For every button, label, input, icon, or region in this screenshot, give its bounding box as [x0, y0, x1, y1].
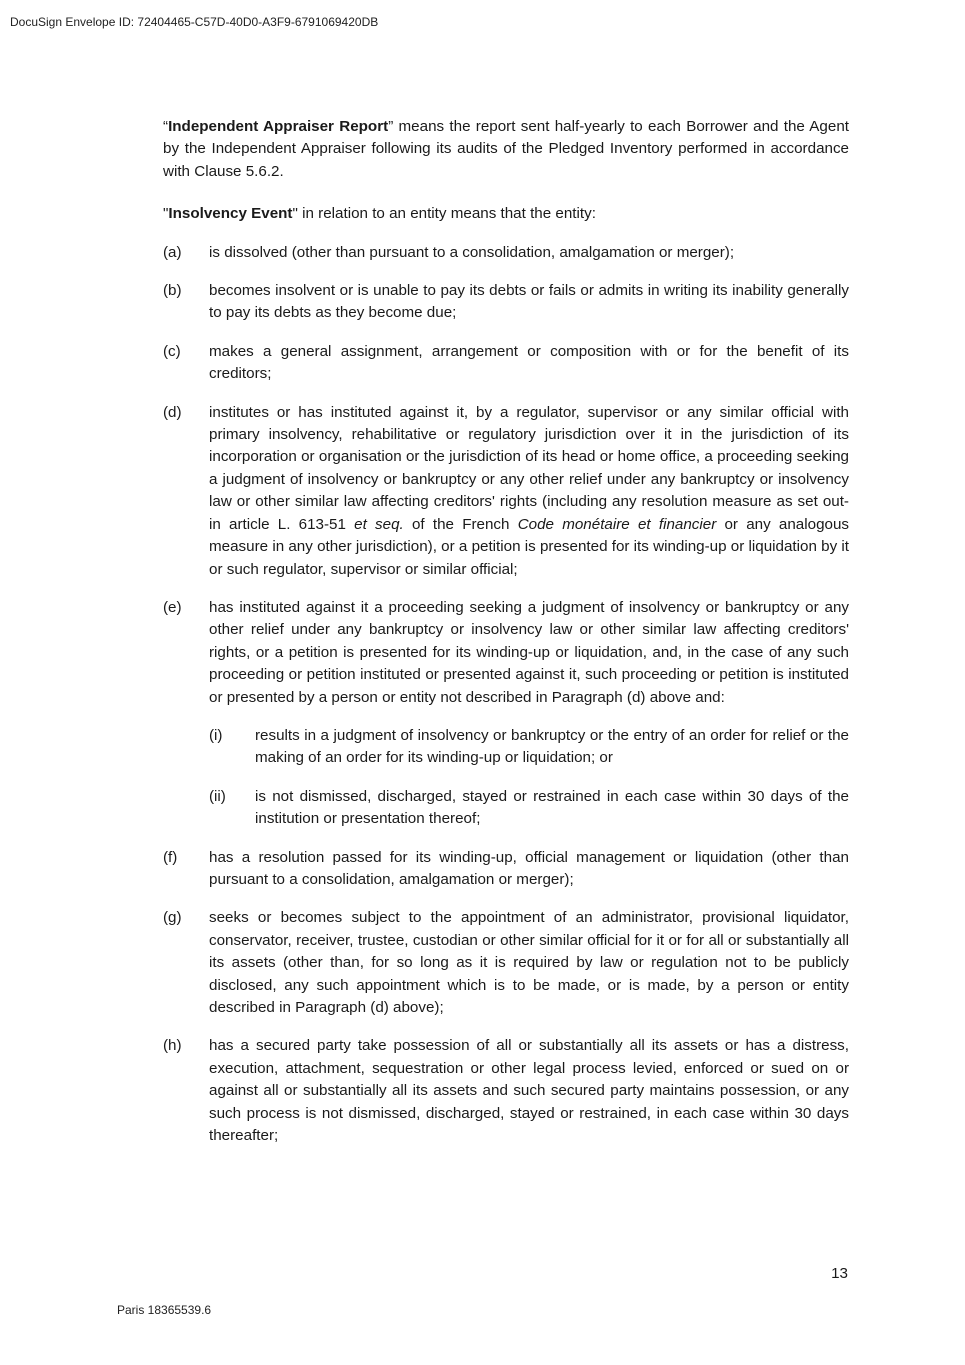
paragraph-e — [163, 597, 849, 709]
paragraph-g — [163, 907, 849, 1019]
paragraph-label: (h) — [163, 1037, 182, 1055]
page-number: 13 — [831, 1265, 848, 1282]
definition-insolvency-event: "Insolvency Event" in relation to an entity means that the entity: — [163, 205, 596, 223]
paragraph-d — [163, 402, 849, 581]
footer-reference: Paris 18365539.6 — [117, 1303, 212, 1317]
defined-term: Insolvency Event — [168, 205, 293, 223]
paragraph-label: (f) — [163, 848, 178, 866]
defined-term: Independent Appraiser Report — [168, 118, 389, 135]
paragraph-c — [163, 341, 849, 386]
paragraph-a — [163, 242, 849, 264]
paragraph-f — [163, 847, 849, 892]
paragraph-label: (d) — [163, 403, 182, 421]
paragraph-text: has a resolution passed for its winding-up, official management or liquidation (other than pursuant to a consolidation, amalgamation or merger); — [209, 848, 849, 888]
paragraph-label: (c) — [163, 342, 181, 360]
paragraph-text: is dissolved (other than pursuant to a consolidation, amalgamation or merger); — [209, 243, 735, 261]
paragraph-label: (b) — [163, 282, 182, 300]
paragraph-text: has instituted against it a proceeding seeking a judgment of insolvency or bankruptcy or any other relief under any bankruptcy or insolvency law or other similar law affecting creditors' rights, or a petition is presented for its winding-up or liquidation, and, in the case of any such proceeding or petition instituted or presented against it, such proceeding or petition is instituted or presented by a person or entity not described in Paragraph (d) above and: — [209, 598, 849, 706]
document-body — [163, 116, 849, 1163]
subparagraph-text: results in a judgment of insolvency or bankruptcy or the entry of an order for relief or the making of an order for its winding-up or liquidation; or — [255, 726, 849, 767]
paragraph-h — [163, 1035, 849, 1147]
definition-independent-appraiser-report: “Independent Appraiser Report” means the report sent half-yearly to each Borrower and the Agent by the Independent Appraiser following its audits of the Pledged Inventory performed in accordance with Clause 5.6.2. — [163, 118, 849, 180]
subparagraph-label: (i) — [209, 726, 223, 744]
paragraph-text: has a secured party take possession of all or substantially all its assets or has a distress, execution, attachment, sequestration or other legal process levied, enforced or sued on or against all or substantially all its assets and such secured party maintains possession, or any such process is not dismissed, discharged, stayed or restrained, in each case within 30 days thereafter; — [209, 1037, 849, 1145]
paragraph-text: institutes or has instituted against it, by a regulator, supervisor or any similar official with primary insolvency, rehabilitative or regulatory jurisdiction over it in the jurisdiction of its incorporation or organisation or the jurisdiction of its head or home office, a proceeding seeking a judgment of insolvency or bankruptcy or any other relief under any bankruptcy or insolvency law or other similar law affecting creditors' rights (including any resolution measure as set out-in article L. 613-51 et seq. of the French Code monétaire et financier or any analogous measure in any other jurisdiction), or a petition is presented for its winding-up or liquidation by it or such regulator, supervisor or similar official; — [209, 403, 850, 578]
paragraph-label: (g) — [163, 909, 182, 927]
paragraph-label: (a) — [163, 243, 182, 261]
envelope-id: DocuSign Envelope ID: 72404465-C57D-40D0-A3F9-6791069420DB — [10, 15, 379, 29]
paragraph-text: makes a general assignment, arrangement or composition with or for the benefit of its creditors; — [209, 342, 849, 383]
paragraph-label: (e) — [163, 598, 182, 616]
paragraph-text: becomes insolvent or is unable to pay its debts or fails or admits in writing its inability generally to pay its debts as they become due; — [209, 282, 849, 322]
subparagraph-text: is not dismissed, discharged, stayed or restrained in each case within 30 days of the institution or presentation thereof; — [255, 787, 849, 828]
paragraph-b — [163, 280, 849, 325]
paragraph-text: seeks or becomes subject to the appointment of an administrator, provisional liquidator, conservator, receiver, trustee, custodian or other similar official for it or for all or substantially all its assets (other than, for so long as it is required by law or regulation not to be publicly disclosed, any such appointment which is to be made, or is made, by a person or entity described in Paragraph (d) above); — [209, 909, 849, 1016]
subparagraph-label: (ii) — [209, 787, 226, 805]
subparagraph-e-ii — [209, 786, 849, 831]
subparagraph-e-i — [209, 725, 849, 770]
